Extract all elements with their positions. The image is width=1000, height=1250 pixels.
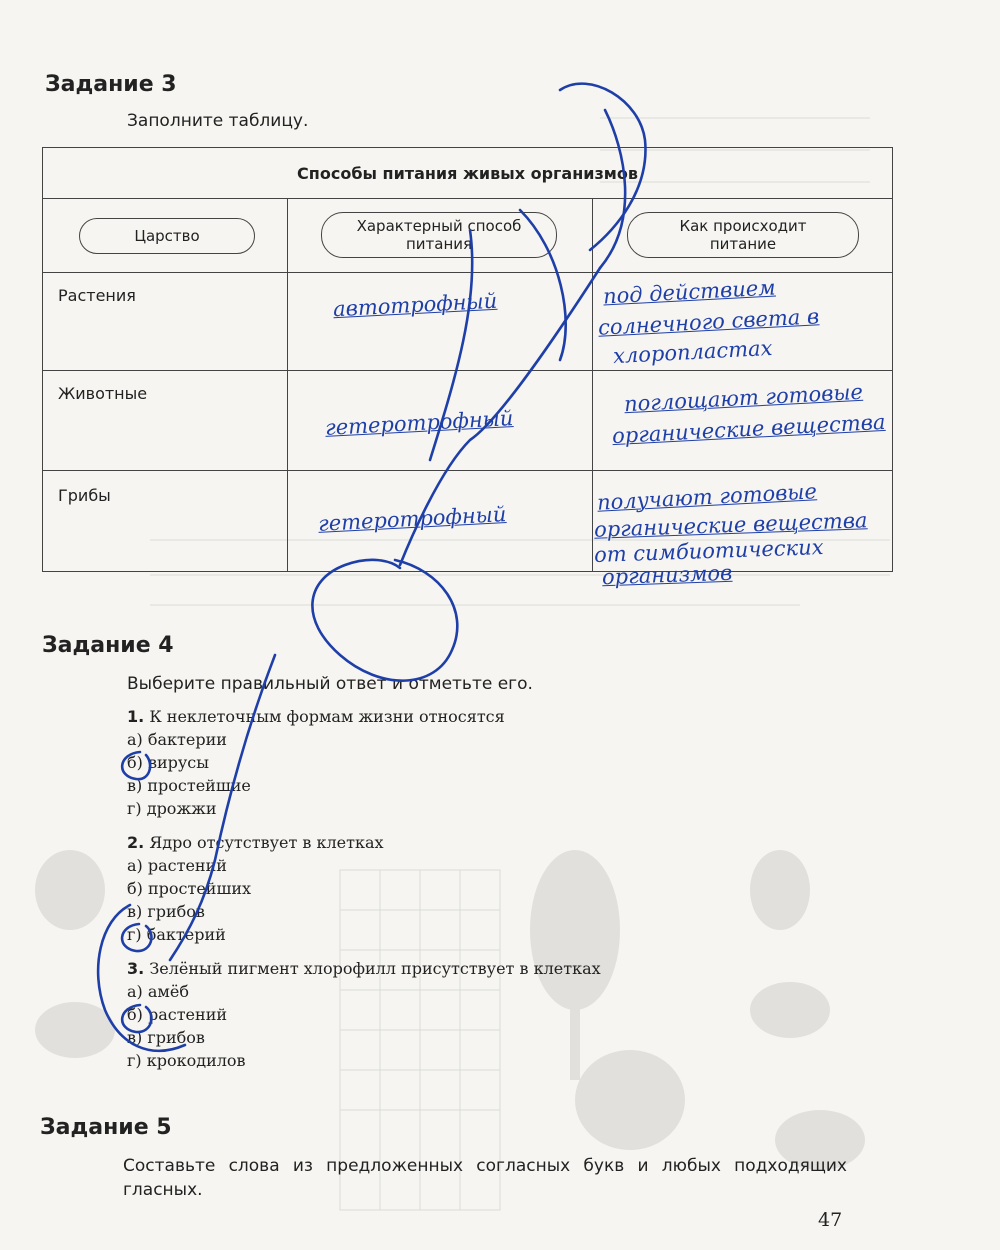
answer-plants-how-line1: под действием <box>602 275 777 309</box>
page-number: 47 <box>818 1209 843 1231</box>
task5-heading: Задание 5 <box>40 1115 172 1140</box>
answer-fungi-how-line2: органические вещества <box>593 508 868 542</box>
option-3b[interactable]: б) растений <box>127 1005 228 1024</box>
option-1c[interactable]: в) простейшие <box>127 776 251 795</box>
question-2 <box>127 833 384 852</box>
task3-heading: Задание 3 <box>45 72 177 97</box>
option-1d[interactable]: г) дрожжи <box>127 799 217 818</box>
column-divider <box>287 198 288 571</box>
table-title: Способы питания живых организмов <box>43 148 892 199</box>
option-1a[interactable]: а) бактерии <box>127 730 227 749</box>
task4-heading: Задание 4 <box>42 633 174 658</box>
question-2-number: 2. <box>127 833 145 852</box>
option-2a[interactable]: а) растений <box>127 856 227 875</box>
row-divider <box>43 470 892 471</box>
answer-animals-how-line2: органические вещества <box>611 409 886 449</box>
task3-instruction: Заполните таблицу. <box>127 111 309 131</box>
option-2c[interactable]: в) грибов <box>127 902 205 921</box>
task5-instruction: Составьте слова из предложенных согласных букв и любых подходящих гласных. <box>123 1156 847 1200</box>
option-3a[interactable]: а) амёб <box>127 982 189 1001</box>
option-1b[interactable]: б) вирусы <box>127 753 209 772</box>
answer-plants-method: автотрофный <box>332 288 498 322</box>
option-2d[interactable]: г) бактерий <box>127 925 226 944</box>
question-3-text: Зелёный пигмент хлорофилл присутствует в клетках <box>149 959 601 978</box>
row-label-animals: Животные <box>58 384 148 403</box>
answer-animals-method: гетеротрофный <box>324 406 514 440</box>
question-1-number: 1. <box>127 707 145 726</box>
question-2-text: Ядро отсутствует в клетках <box>149 833 384 852</box>
question-3-number: 3. <box>127 959 145 978</box>
letter-o-loop <box>312 560 457 681</box>
task4-instruction: Выберите правильный ответ и отметьте его. <box>127 674 533 694</box>
column-header-method: Характерный способ питания <box>321 212 557 258</box>
answer-animals-how-line1: поглощают готовые <box>623 379 864 417</box>
option-3d[interactable]: г) крокодилов <box>127 1051 246 1070</box>
option-3c[interactable]: в) грибов <box>127 1028 205 1047</box>
answer-plants-how-line3: хлоропластах <box>612 335 773 369</box>
row-divider <box>43 370 892 371</box>
answer-fungi-method: гетеротрофный <box>317 502 507 536</box>
answer-fungi-how-line1: получают готовые <box>596 479 818 515</box>
row-label-plants: Растения <box>58 286 136 305</box>
question-3 <box>127 959 601 978</box>
row-label-fungi: Грибы <box>58 486 111 505</box>
question-1-text: К неклеточным формам жизни относятся <box>149 707 505 726</box>
column-header-kingdom: Царство <box>79 218 255 254</box>
question-1 <box>127 707 505 726</box>
answer-fungi-how-line4: организмов <box>601 560 733 590</box>
column-header-how: Как происходит питание <box>627 212 859 258</box>
answer-plants-how-line2: солнечного света в <box>597 304 820 340</box>
option-2b[interactable]: б) простейших <box>127 879 252 898</box>
answer-fungi-how-line3: от симбиотических <box>593 535 824 567</box>
